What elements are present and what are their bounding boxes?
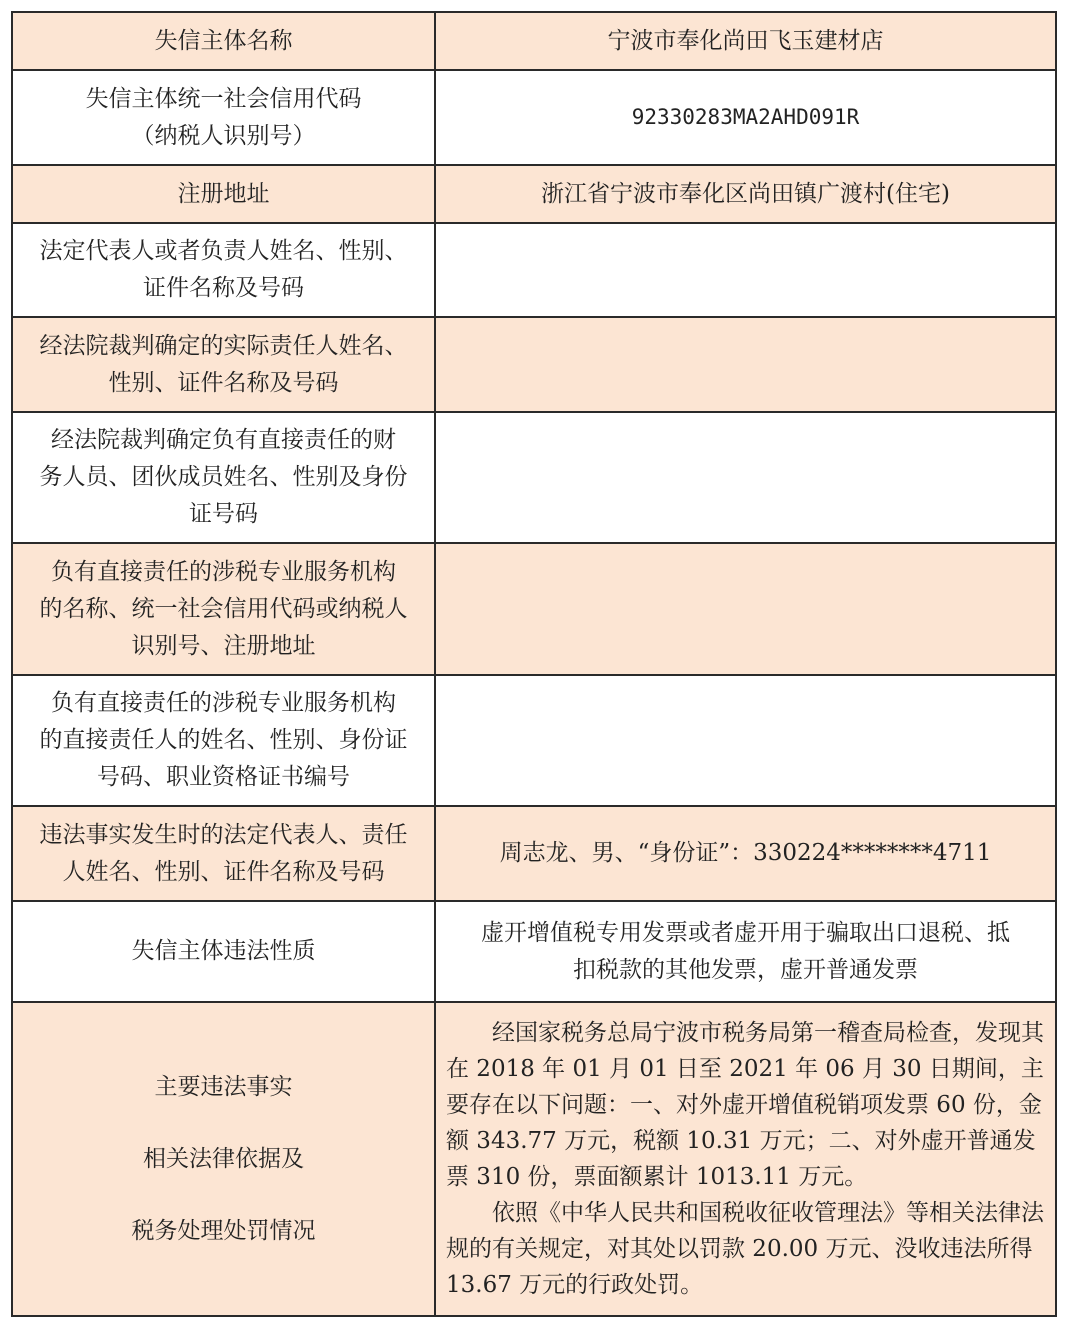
- row-finance-staff: [12, 412, 1056, 543]
- value-violation-representative: 周志龙、男、“身份证”：330224********4711: [435, 806, 1056, 901]
- label-main-facts: 主要违法事实 相关法律依据及 税务处理处罚情况: [12, 1002, 435, 1316]
- label-violation-representative: 违法事实发生时的法定代表人、责任 人姓名、性别、证件名称及号码: [12, 806, 435, 901]
- value-entity-name: 宁波市奉化尚田飞玉建材店: [435, 12, 1056, 70]
- credit-info-table: [11, 11, 1057, 1317]
- value-finance-staff: [435, 412, 1056, 543]
- label-registered-address: 注册地址: [12, 165, 435, 223]
- label-entity-name: 失信主体名称: [12, 12, 435, 70]
- label-violation-nature: 失信主体违法性质: [12, 901, 435, 1002]
- label-finance-staff: 经法院裁判确定负有直接责任的财 务人员、团伙成员姓名、性别及身份 证号码: [12, 412, 435, 543]
- row-violation-representative: [12, 806, 1056, 901]
- value-legal-representative: [435, 223, 1056, 317]
- value-tax-agency: [435, 543, 1056, 675]
- row-actual-responsible: [12, 317, 1056, 412]
- value-main-facts: [435, 1002, 1056, 1316]
- value-agency-responsible: [435, 675, 1056, 806]
- row-violation-nature: [12, 901, 1056, 1002]
- row-main-facts: [12, 1002, 1056, 1316]
- row-legal-representative: [12, 223, 1056, 317]
- row-tax-agency: [12, 543, 1056, 675]
- label-tax-agency: 负有直接责任的涉税专业服务机构 的名称、统一社会信用代码或纳税人 识别号、注册地址: [12, 543, 435, 675]
- value-registered-address: 浙江省宁波市奉化区尚田镇广渡村(住宅): [435, 165, 1056, 223]
- value-violation-nature: 虚开增值税专用发票或者虚开用于骗取出口退税、抵 扣税款的其他发票，虚开普通发票: [435, 901, 1056, 1002]
- row-entity-name: [12, 12, 1056, 70]
- label-agency-responsible: 负有直接责任的涉税专业服务机构 的直接责任人的姓名、性别、身份证 号码、职业资格证书编号: [12, 675, 435, 806]
- value-credit-code: 92330283MA2AHD091R: [435, 70, 1056, 165]
- value-actual-responsible: [435, 317, 1056, 412]
- label-credit-code: 失信主体统一社会信用代码 （纳税人识别号）: [12, 70, 435, 165]
- row-credit-code: [12, 70, 1056, 165]
- row-registered-address: [12, 165, 1056, 223]
- facts-paragraph: 经国家税务总局宁波市税务局第一稽查局检查，发现其在 2018 年 01 月 01 日至 2021 年 06 月 30 日期间，主要存在以下问题：一、对外虚开增值税销项发票 60 份，金额 343.77 万元，税额 10.31 万元；二、对外虚开普通发票 310 份，票面额累计 1013.11 万元。: [446, 1020, 1044, 1190]
- row-agency-responsible: [12, 675, 1056, 806]
- label-legal-representative: 法定代表人或者负责人姓名、性别、 证件名称及号码: [12, 223, 435, 317]
- penalty-paragraph: 依照《中华人民共和国税收征收管理法》等相关法律法规的有关规定，对其处以罚款 20.00 万元、没收违法所得 13.67 万元的行政处罚。: [446, 1200, 1044, 1298]
- label-actual-responsible: 经法院裁判确定的实际责任人姓名、 性别、证件名称及号码: [12, 317, 435, 412]
